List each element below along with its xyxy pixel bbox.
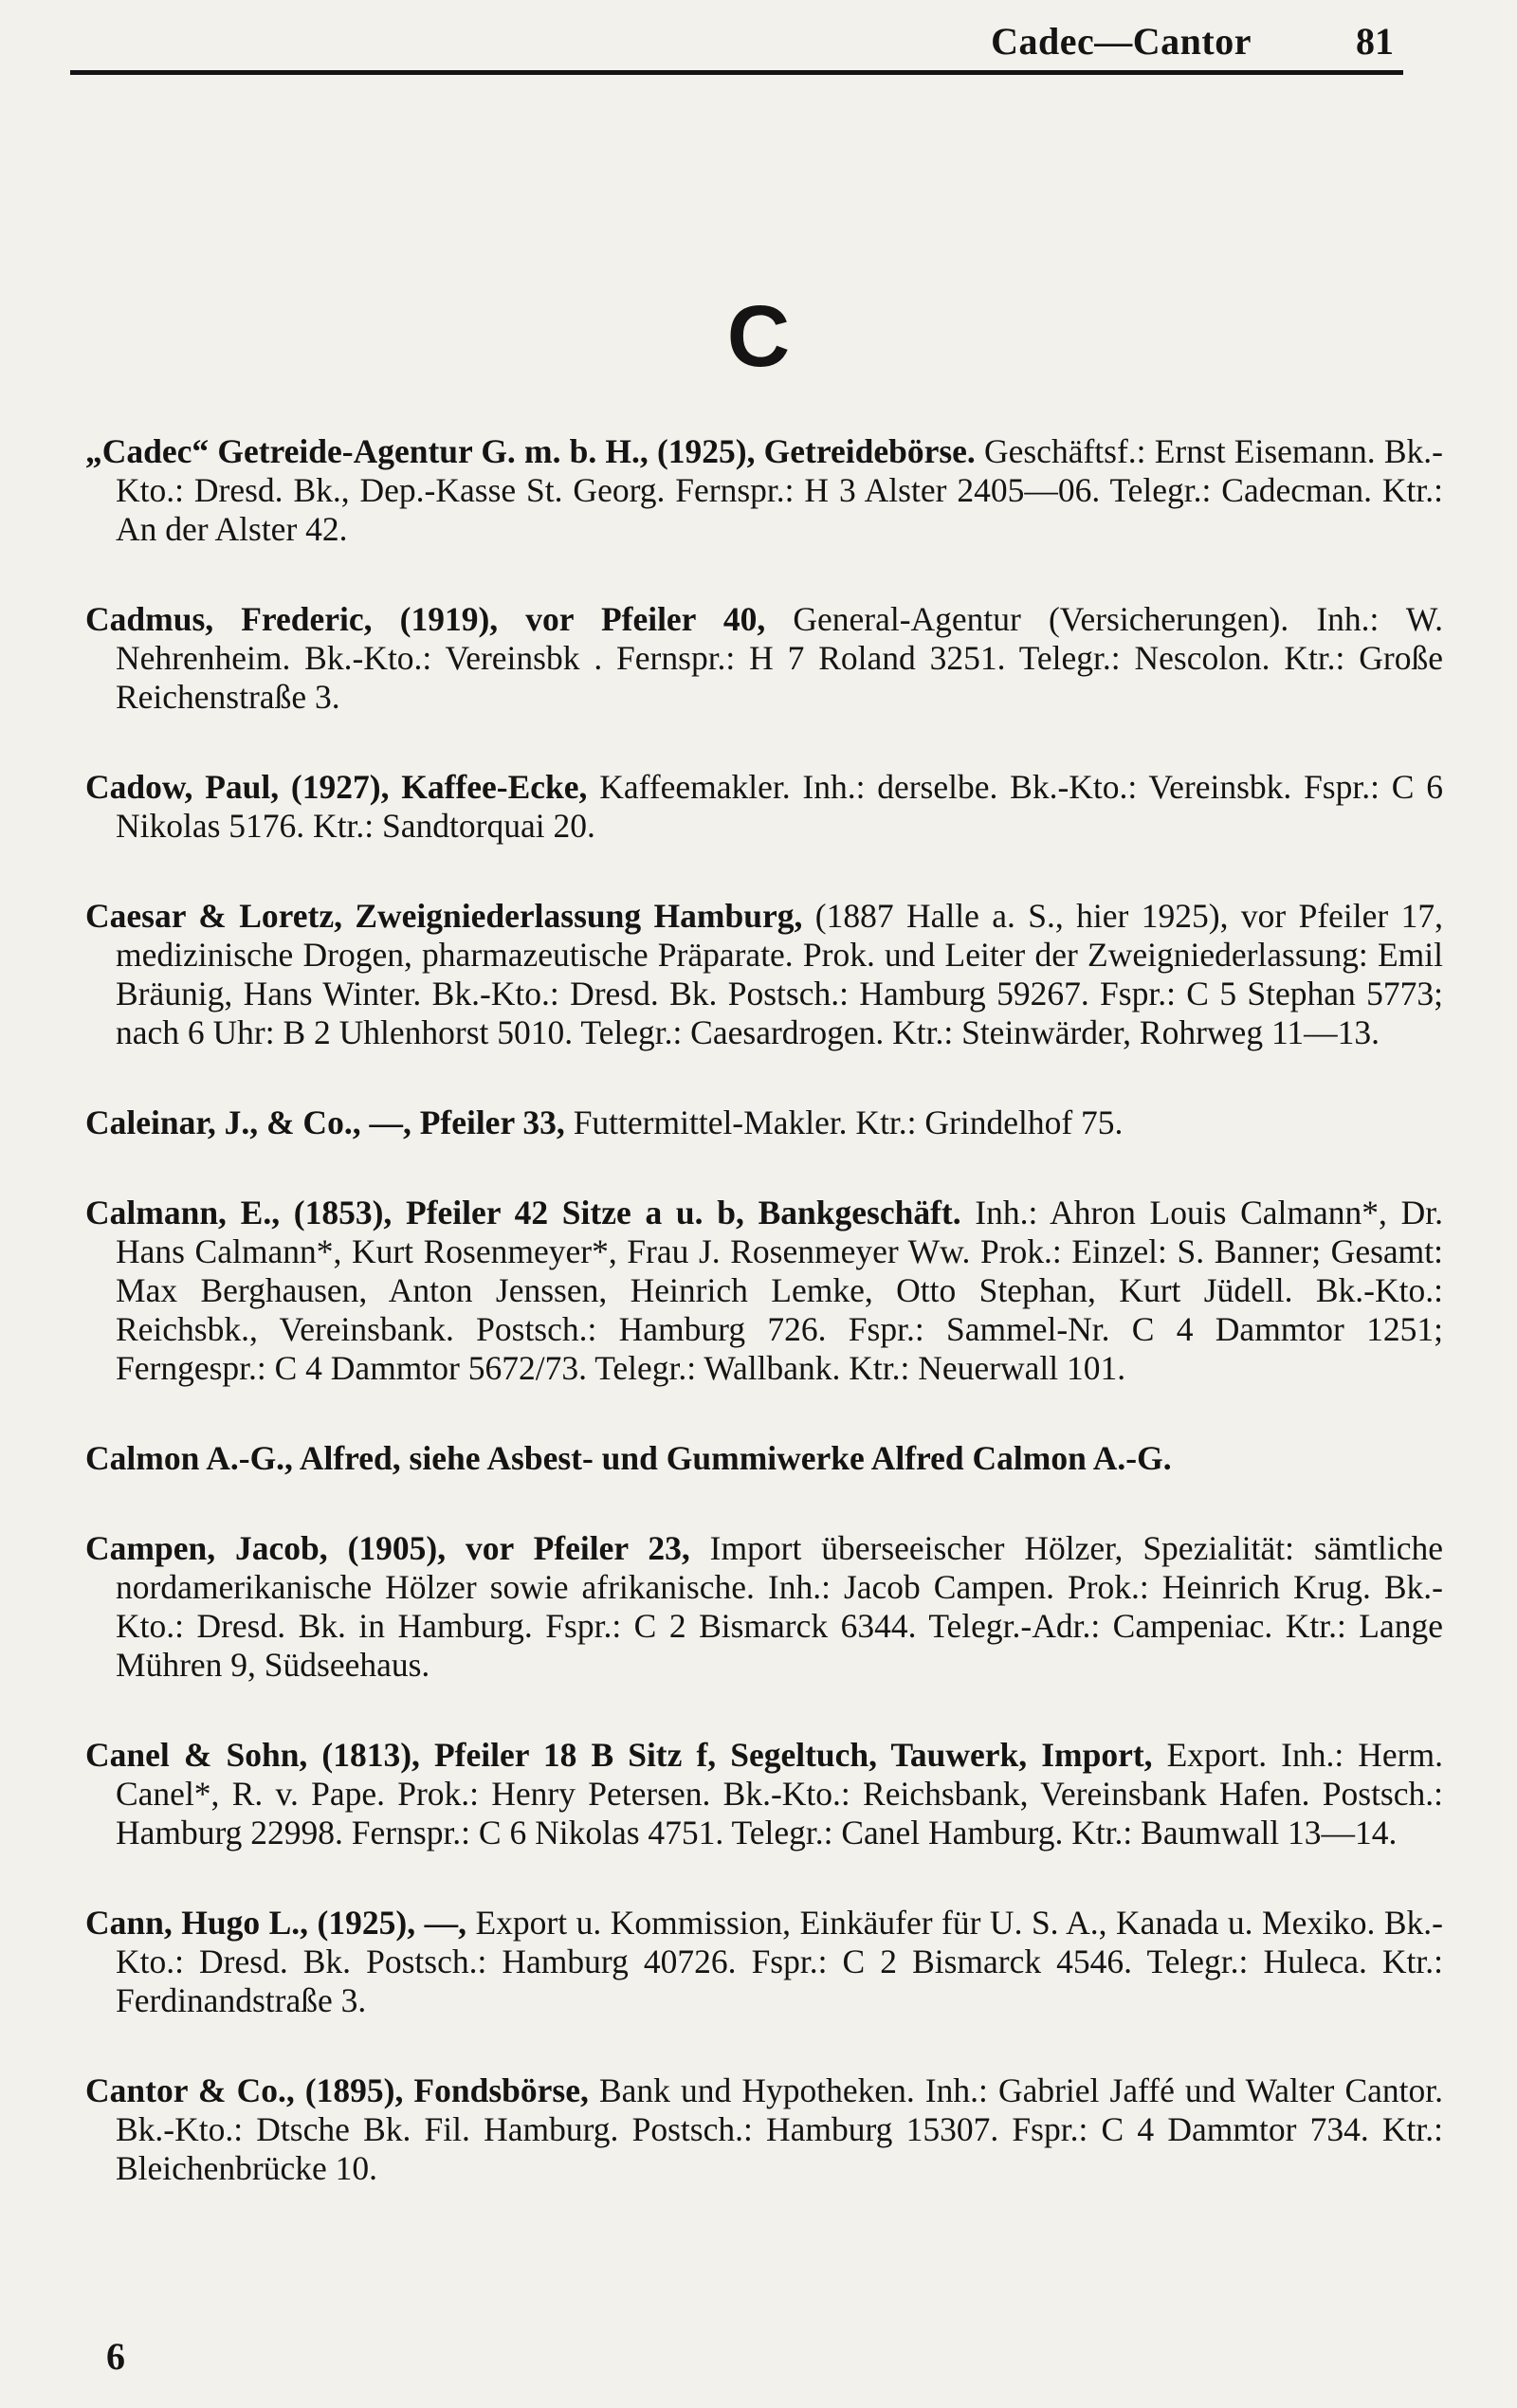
entry-head: Calmann, E., (1853), Pfeiler 42 Sitze a u. b, Bankgeschäft. bbox=[85, 1193, 961, 1231]
page-header bbox=[70, 13, 1403, 68]
entry-calmann bbox=[85, 1194, 1443, 1388]
entry-body: Futtermittel-Makler. Ktr.: Grindelhof 75. bbox=[564, 1103, 1124, 1141]
entry-head: Canel & Sohn, (1813), Pfeiler 18 B Sitz f, Segeltuch, Tauwerk, Import, bbox=[85, 1735, 1153, 1774]
entry-head: Cadow, Paul, (1927), Kaffee-Ecke, bbox=[85, 767, 588, 806]
entry-body: Inh.: Ahron Louis Calmann*, Dr. Hans Calmann*, Kurt Rosenmeyer*, Frau J. Rosenmeyer Ww. Prok.: Einzel: S. Banner; Gesamt: Max Berghausen, Anton Jenssen, Heinrich Lemke, Otto Stephan, Kurt Jüdell. Bk.-Kto.: Reichsbk., Vereinsbank. Postsch.: Hamburg 726. Fspr.: Sammel-Nr. C 4 Dammtor 1251; Ferngespr.: C 4 Dammtor 5672/73. Telegr.: Wallbank. Ktr.: Neuerwall 101. bbox=[116, 1193, 1443, 1387]
entry-calmon bbox=[85, 1439, 1443, 1478]
entry-head: Caesar & Loretz, Zweigniederlassung Hamburg, bbox=[85, 896, 803, 935]
page-number: 81 bbox=[1356, 20, 1394, 63]
entry-list bbox=[85, 398, 1443, 2239]
entry-head: Cann, Hugo L., (1925), —, bbox=[85, 1903, 466, 1942]
section-letter: C bbox=[726, 288, 791, 385]
entry-cadmus bbox=[85, 600, 1443, 717]
entry-body: Export u. Kommission, Einkäufer für U. S. A., Kanada u. Mexiko. Bk.-Kto.: Dresd. Bk. Postsch.: Hamburg 40726. Fspr.: C 2 Bismarck 4546. Telegr.: Huleca. Ktr.: Ferdinandstraße 3. bbox=[116, 1903, 1443, 2019]
entry-head: Caleinar, J., & Co., —, Pfeiler 33, bbox=[85, 1103, 565, 1141]
entry-body: Geschäftsf.: Ernst Eisemann. Bk.-Kto.: Dresd. Bk., Dep.-Kasse St. Georg. Fernspr.: H 3 Alster 2405—06. Telegr.: Cadecman. Ktr.: An der Alster 42. bbox=[116, 431, 1443, 548]
entry-head: Calmon A.-G., Alfred, siehe Asbest- und Gummiwerke Alfred Calmon A.-G. bbox=[85, 1438, 1172, 1477]
signature-mark: 6 bbox=[106, 2335, 125, 2378]
entry-body: General-Agentur (Versicherungen). Inh.: W. Nehrenheim. Bk.-Kto.: Vereinsbk . Fernspr.: H 7 Roland 3251. Telegr.: Nescolon. Ktr.: Große Reichenstraße 3. bbox=[116, 599, 1443, 716]
entry-cann bbox=[85, 1904, 1443, 2020]
entry-cantor bbox=[85, 2071, 1443, 2188]
entry-body: Export. Inh.: Herm. Canel*, R. v. Pape. Prok.: Henry Petersen. Bk.-Kto.: Reichsbank, Vereinsbank Hafen. Postsch.: Hamburg 22998. Fernspr.: C 6 Nikolas 4751. Telegr.: Canel Hamburg. Ktr.: Baumwall 13—14. bbox=[116, 1735, 1443, 1852]
running-title: Cadec—Cantor bbox=[991, 20, 1252, 63]
header-rule bbox=[70, 70, 1403, 75]
entry-body: Bank und Hypotheken. Inh.: Gabriel Jaffé und Walter Cantor. Bk.-Kto.: Dtsche Bk. Fil. Hamburg. Postsch.: Hamburg 15307. Fspr.: C 4 Dammtor 734. Ktr.: Bleichenbrücke 10. bbox=[116, 2071, 1443, 2187]
entry-canel bbox=[85, 1736, 1443, 1852]
entry-body: (1887 Halle a. S., hier 1925), vor Pfeiler 17, medizinische Drogen, pharmazeutische Präparate. Prok. und Leiter der Zweigniederlassung: Emil Bräunig, Hans Winter. Bk.-Kto.: Dresd. Bk. Postsch.: Hamburg 59267. Fspr.: C 5 Stephan 5773; nach 6 Uhr: B 2 Uhlenhorst 5010. Telegr.: Caesardrogen. Ktr.: Steinwärder, Rohrweg 11—13. bbox=[116, 896, 1443, 1051]
entry-campen bbox=[85, 1529, 1443, 1685]
entry-caleinar bbox=[85, 1104, 1443, 1142]
entry-body: Kaffeemakler. Inh.: derselbe. Bk.-Kto.: Vereinsbk. Fspr.: C 6 Nikolas 5176. Ktr.: Sandtorquai 20. bbox=[116, 767, 1443, 845]
entry-head: Campen, Jacob, (1905), vor Pfeiler 23, bbox=[85, 1528, 690, 1567]
entry-head: Cantor & Co., (1895), Fondsbörse, bbox=[85, 2071, 589, 2109]
entry-head: Cadmus, Frederic, (1919), vor Pfeiler 40, bbox=[85, 599, 766, 638]
entry-cadow bbox=[85, 768, 1443, 846]
entry-cadec bbox=[85, 432, 1443, 549]
entry-caesar-loretz bbox=[85, 897, 1443, 1052]
entry-body: Import überseeischer Hölzer, Spezialität: sämtliche nordamerikanische Hölzer sowie afrikanische. Inh.: Jacob Campen. Prok.: Heinrich Krug. Bk.-Kto.: Dresd. Bk. in Hamburg. Fspr.: C 2 Bismarck 6344. Telegr.-Adr.: Campeniac. Ktr.: Lange Mühren 9, Südseehaus. bbox=[116, 1528, 1443, 1684]
entry-head: „Cadec“ Getreide-Agentur G. m. b. H., (1925), Getreidebörse. bbox=[85, 431, 976, 470]
